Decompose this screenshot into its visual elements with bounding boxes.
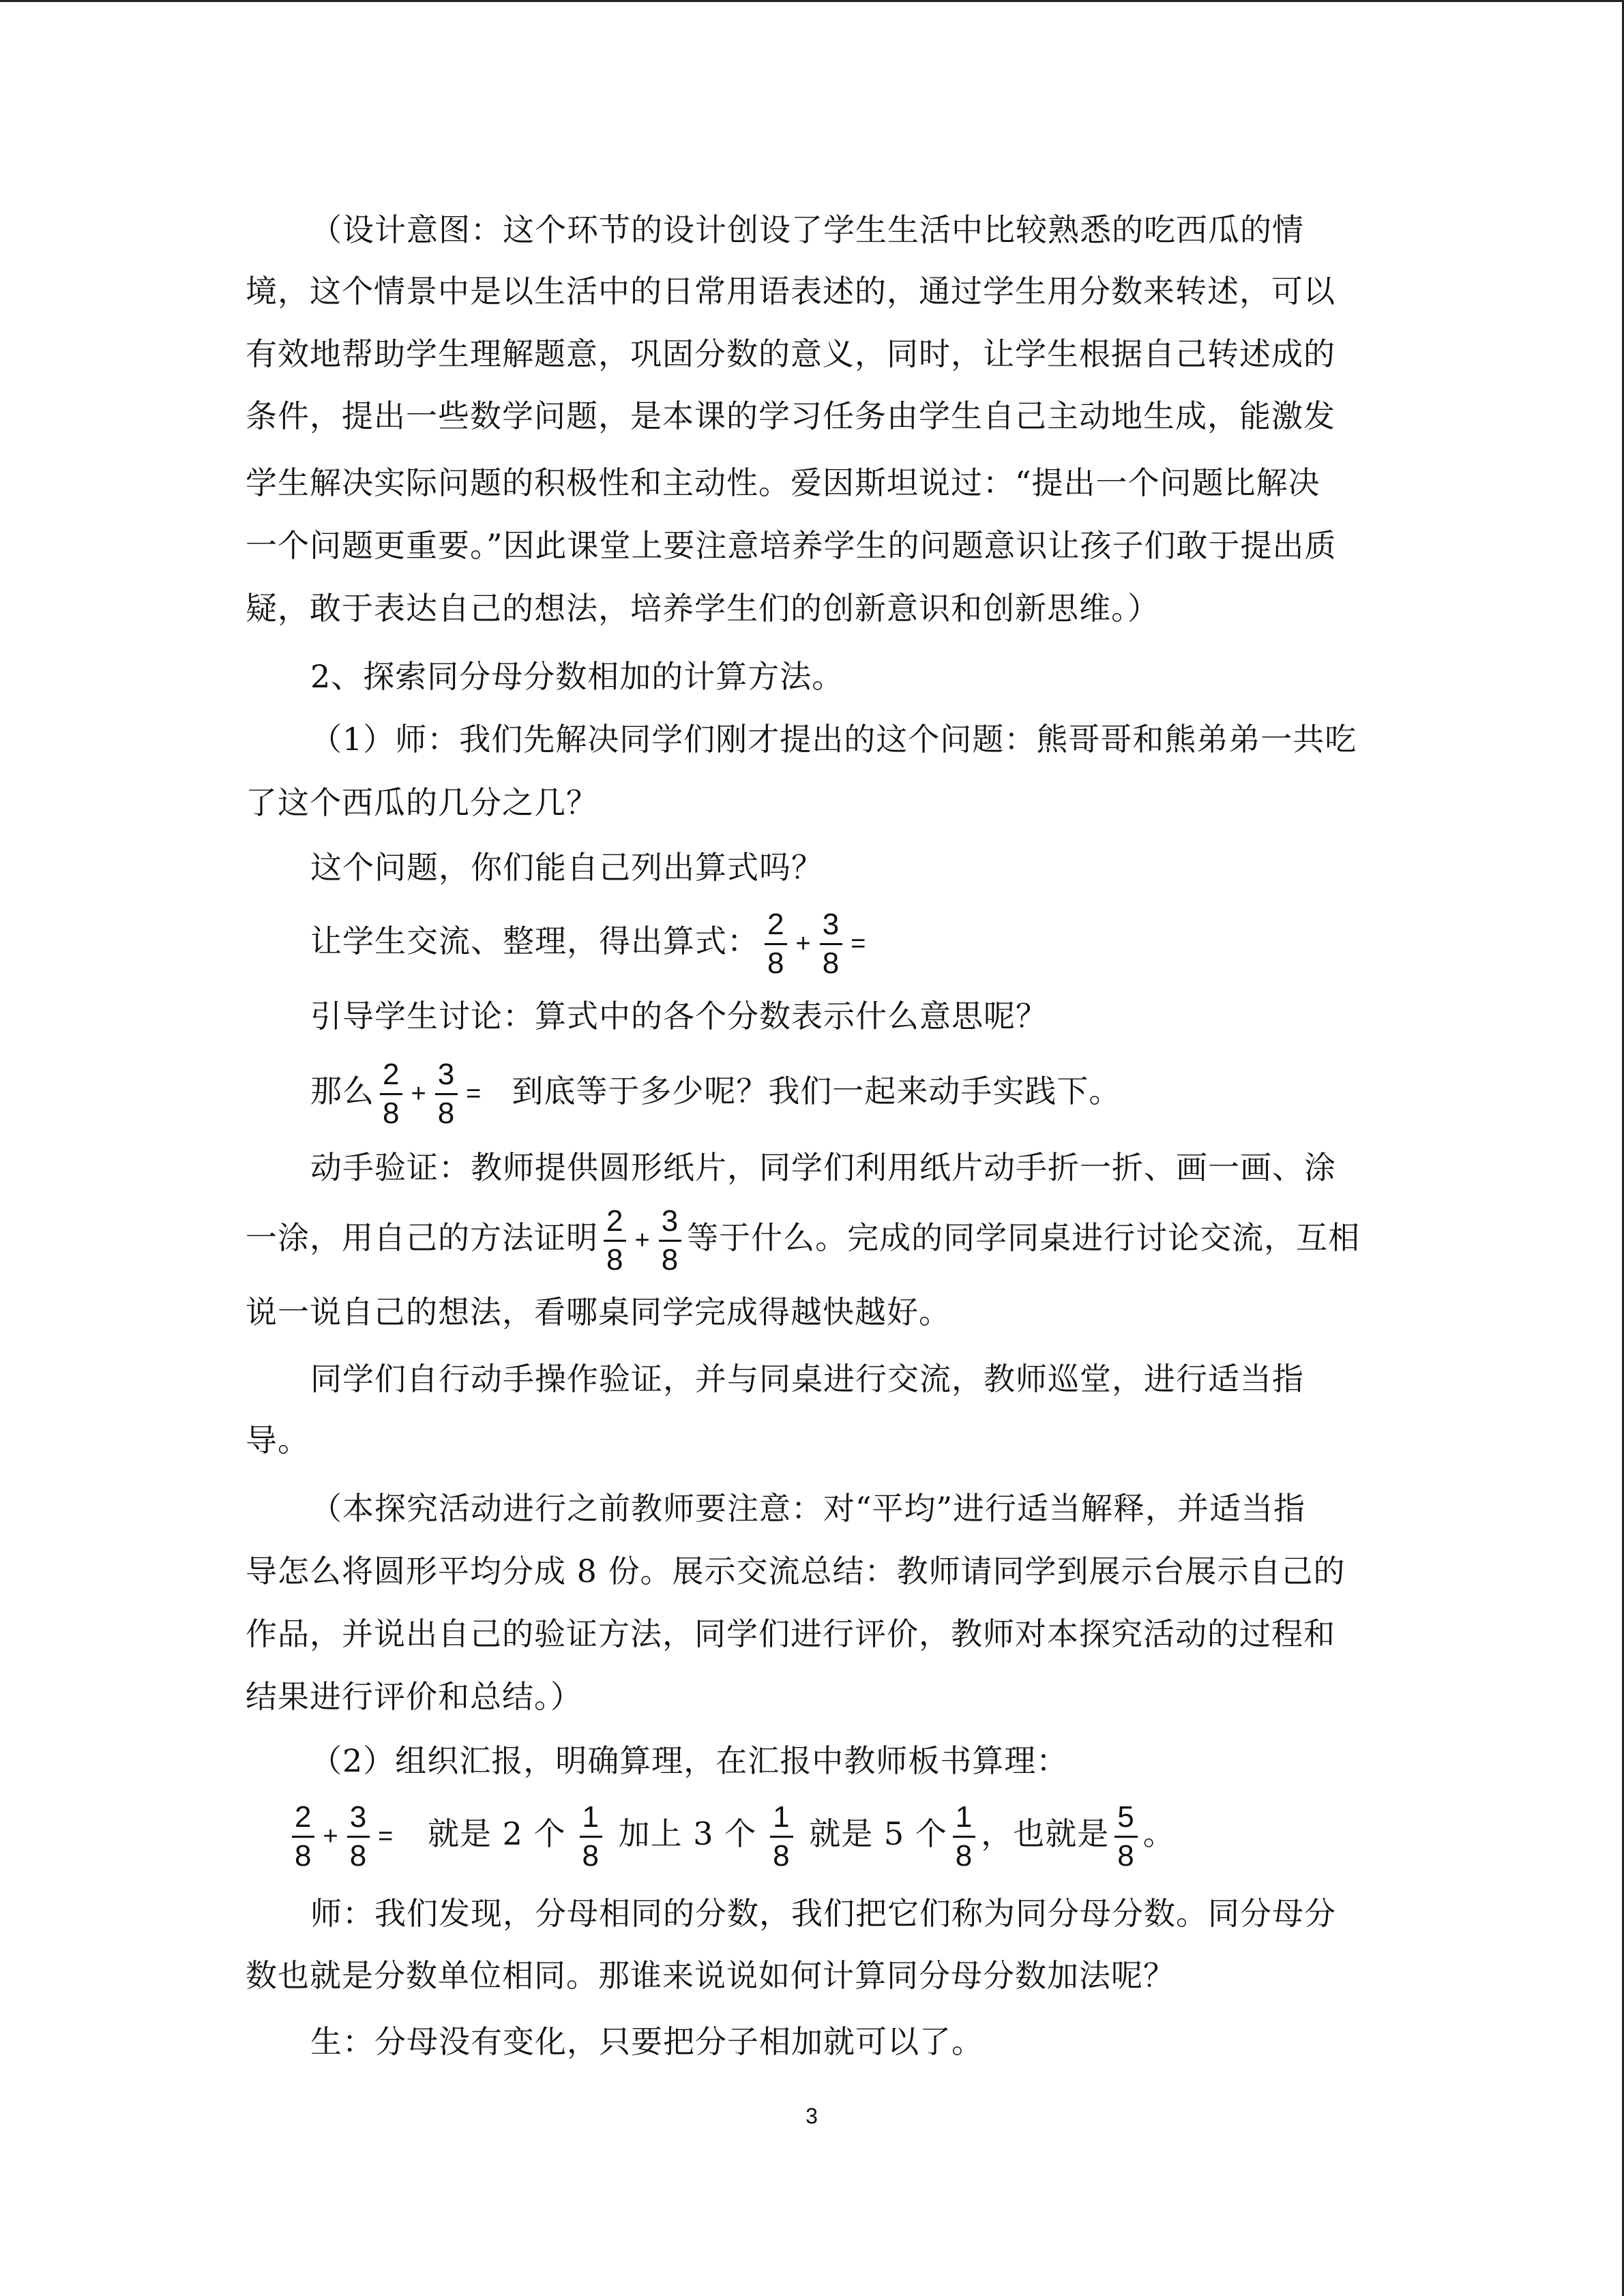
design-intent-line-2: 境，这个情景中是以生活中的日常用语表述的，通过学生用分数来转述，可以: [246, 273, 1335, 310]
fraction-one-eighth: $\frac{1}{8}$: [580, 1800, 602, 1873]
explain-part-3: 就是 5 个: [809, 1815, 947, 1852]
fraction-one-eighth: $\frac{1}{8}$: [770, 1800, 793, 1873]
note-line-2: 导怎么将圆形平均分成 8 份。展示交流总结：教师请同学到展示台展示自己的: [246, 1553, 1346, 1590]
hands-on-suffix: 等于什么。完成的同学同桌进行讨论交流，互相: [687, 1219, 1361, 1256]
design-intent-line-1: （设计意图：这个环节的设计创设了学生生活中比较熟悉的吃西瓜的情: [310, 211, 1304, 248]
note-line-3: 作品，并说出自己的验证方法，同学们进行评价，教师对本探究活动的过程和: [246, 1615, 1335, 1652]
self-verify-line-1: 同学们自行动手操作验证，并与同桌进行交流，教师巡堂，进行适当指: [310, 1360, 1304, 1397]
design-intent-line-4: 条件，提出一些数学问题，是本课的学习任务由学生自己主动地生成，能激发: [246, 398, 1335, 434]
design-intent-line-6: 一个问题更重要。”因此课堂上要注意培养学生的问题意识让孩子们敢于提出质: [246, 527, 1337, 564]
equals-sign: =: [378, 1822, 394, 1851]
page-number: 3: [806, 2104, 818, 2128]
plus-sign: +: [634, 1226, 651, 1255]
fraction-three-eighths: $\frac{3}{8}$: [347, 1800, 370, 1873]
equals-sign: =: [466, 1079, 482, 1108]
plus-sign: +: [411, 1079, 427, 1108]
student-answer-line: 生：分母没有变化，只要把分子相加就可以了。: [310, 2023, 984, 2060]
formula-intro-text: 让学生交流、整理，得出算式：: [310, 923, 759, 959]
hands-on-line-3: 说一说自己的想法，看哪桌同学完成得越快越好。: [246, 1294, 951, 1330]
explain-part-4: ，也就是: [981, 1815, 1110, 1852]
section-heading: 2、探索同分母分数相加的计算方法。: [310, 658, 844, 695]
teacher-summary-line-2: 数也就是分数单位相同。那谁来说说如何计算同分母分数加法呢？: [246, 1957, 1175, 1994]
fraction-one-eighth: $\frac{1}{8}$: [953, 1800, 975, 1873]
fraction-two-eighths: $\frac{2}{8}$: [380, 1058, 402, 1131]
then-suffix: 到底等于多少呢？我们一起来动手实践下。: [512, 1073, 1121, 1109]
equals-sign: =: [851, 929, 867, 958]
fraction-three-eighths: $\frac{3}{8}$: [435, 1058, 458, 1131]
step-1-line-1: （1）师：我们先解决同学们刚才提出的这个问题：熊哥哥和熊弟弟一共吃: [310, 721, 1357, 758]
hands-on-line-2: [246, 1193, 1405, 1282]
step-2-line: （2）组织汇报，明确算理，在汇报中教师板书算理：: [310, 1742, 1069, 1779]
design-intent-line-5: 学生解决实际问题的积极性和主动性。爱因斯坦说过：“提出一个问题比解决: [246, 464, 1320, 501]
note-line-4: 结果进行评价和总结。）: [246, 1678, 582, 1715]
fraction-three-eighths: $\frac{3}{8}$: [820, 908, 842, 981]
fraction-three-eighths: $\frac{3}{8}$: [659, 1204, 681, 1277]
plus-sign: +: [323, 1822, 339, 1851]
question-line: 这个问题，你们能自己列出算式吗？: [310, 849, 823, 886]
fraction-two-eighths: $\frac{2}{8}$: [765, 908, 787, 981]
fraction-two-eighths: $\frac{2}{8}$: [292, 1800, 314, 1873]
design-intent-line-3: 有效地帮助学生理解题意，巩固分数的意义，同时，让学生根据自己转述成的: [246, 336, 1335, 372]
page-top-border: [0, 0, 1624, 2]
hands-on-prefix: 一涂，用自己的方法证明: [246, 1219, 598, 1256]
board-writing-line: [286, 1789, 1446, 1878]
self-verify-line-2: 导。: [246, 1422, 310, 1459]
explain-part-5: 。: [1142, 1815, 1175, 1852]
teacher-summary-line-1: 师：我们发现，分母相同的分数，我们把它们称为同分母分数。同分母分: [310, 1895, 1336, 1932]
then-prefix: 那么: [310, 1073, 374, 1109]
fraction-five-eighths: $\frac{5}{8}$: [1114, 1800, 1137, 1873]
then-line: [310, 1047, 1402, 1135]
explain-part-2: 加上 3 个: [618, 1815, 757, 1852]
step-1-line-2: 了这个西瓜的几分之几？: [246, 784, 598, 821]
fraction-two-eighths: $\frac{2}{8}$: [604, 1204, 626, 1277]
explain-part-1: 就是 2 个: [428, 1815, 566, 1852]
note-line-1: （本探究活动进行之前教师要注意：对“平均”进行适当解释，并适当指: [310, 1490, 1306, 1527]
discussion-line: 引导学生讨论：算式中的各个分数表示什么意思呢？: [310, 998, 1048, 1034]
formula-intro-line: [310, 897, 1402, 985]
hands-on-line-1: 动手验证：教师提供圆形纸片，同学们利用纸片动手折一折、画一画、涂: [310, 1149, 1336, 1186]
design-intent-line-7: 疑，敢于表达自己的想法，培养学生们的创新意识和创新思维。）: [246, 590, 1160, 627]
plus-sign: +: [795, 929, 812, 958]
